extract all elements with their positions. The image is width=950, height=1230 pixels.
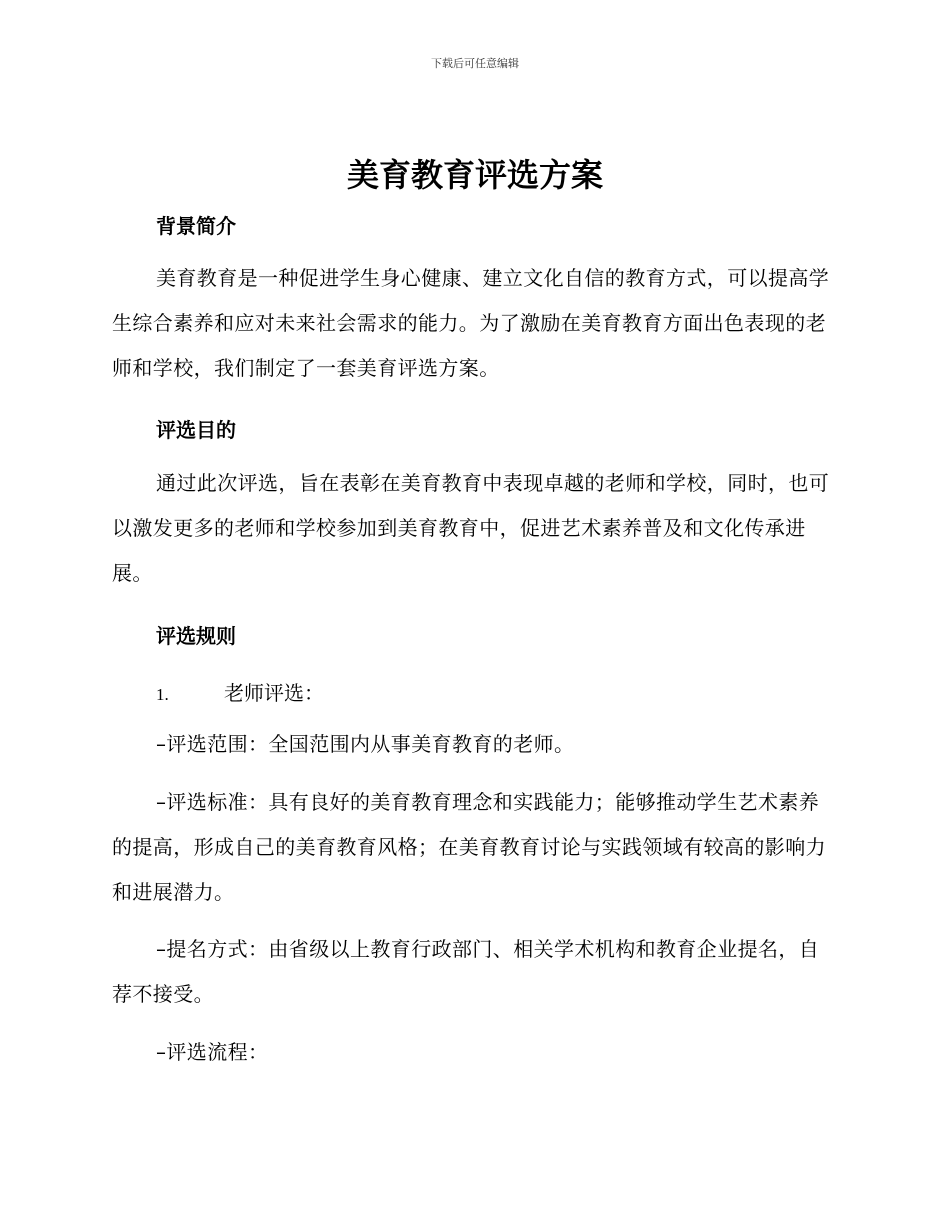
purpose-paragraph: 通过此次评选，旨在表彰在美育教育中表现卓越的老师和学校，同时，也可以激发更多的老师和学校参加到美育教育中，促进艺术素养普及和文化传承进展。 (112, 471, 830, 585)
list-number: 1. (156, 685, 169, 704)
list-item-label: 老师评选： (224, 681, 324, 705)
rule-scope-paragraph: –评选范围：全国范围内从事美育教育的老师。 (156, 732, 575, 756)
rule-criteria-paragraph: –评选标准：具有良好的美育教育理念和实践能力；能够推动学生艺术素养的提高，形成自己的美育教育风格；在美育教育讨论与实践领域有较高的影响力和进展潜力。 (112, 790, 826, 904)
document-title: 美育教育评选方案 (346, 156, 603, 194)
rule-process-paragraph: –评选流程： (156, 1040, 269, 1064)
rules-list-item-1 (156, 677, 324, 706)
header-note: 下载后可任意编辑 (431, 57, 519, 70)
section-heading-purpose: 评选目的 (156, 418, 236, 442)
rule-nomination-paragraph: –提名方式：由省级以上教育行政部门、相关学术机构和教育企业提名，自荐不接受。 (112, 937, 820, 1006)
section-heading-background: 背景简介 (156, 214, 236, 238)
section-heading-rules: 评选规则 (156, 624, 236, 648)
background-paragraph: 美育教育是一种促进学生身心健康、建立文化自信的教育方式，可以提高学生综合素养和应对未来社会需求的能力。为了激励在美育教育方面出色表现的老师和学校，我们制定了一套美育评选方案。 (112, 266, 830, 380)
